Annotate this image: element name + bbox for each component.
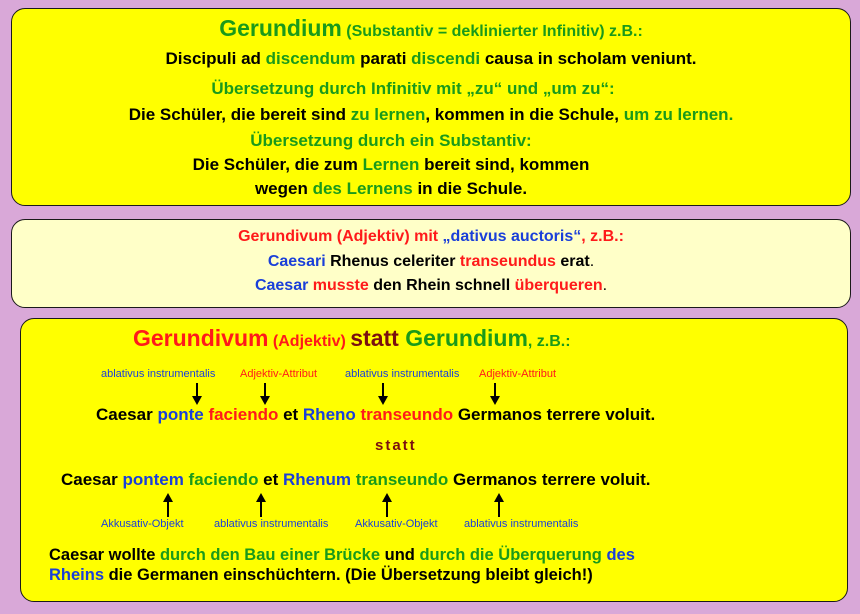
latin-example-gerundium: Discipuli ad discendum parati discendi causa in scholam veniunt. [165, 49, 697, 68]
german-translation-line1: Caesar wollte durch den Bau einer Brücke und durch die Überquerung des [49, 546, 635, 564]
label-akkusativ-objekt-2: Akkusativ-Objekt [355, 518, 438, 530]
german-translation-line2: Rheins die Germanen einschüchtern. (Die Übersetzung bleibt gleich!) [49, 566, 593, 584]
label-ablativus-4: ablativus instrumentalis [464, 518, 579, 530]
label-adjektiv-attribut-1: Adjektiv-Attribut [240, 368, 318, 380]
german-translation-infinitiv: Die Schüler, die bereit sind zu lernen, kommen in die Schule, um zu lernen. [128, 105, 734, 124]
gerundivum-statt-title: Gerundivum (Adjektiv) statt Gerundium, z.B.: [133, 325, 571, 351]
gerundivum-dativus-heading: Gerundivum (Adjektiv) mit „dativus auctoris“, z.B.: [238, 228, 624, 245]
latin-example-dativus: Caesari Rhenus celeriter transeundus erat. [267, 253, 595, 270]
heading-infinitiv-translation: Übersetzung durch Infinitiv mit „zu“ und „um zu“: [211, 79, 615, 98]
german-translation-substantiv-line1: Die Schüler, die zum Lernen bereit sind, kommen [192, 155, 590, 174]
statt-label: statt [375, 437, 417, 454]
german-translation-dativus: Caesar musste den Rhein schnell überqueren. [254, 277, 608, 294]
label-ablativus-1: ablativus instrumentalis [101, 368, 216, 380]
gerundivum-statt-gerundium-box [20, 318, 848, 602]
latin-sentence-gerundivum: Caesar ponte faciendo et Rheno transeundo Germanos terrere voluit. [96, 405, 656, 424]
gerundium-box [11, 8, 851, 206]
label-adjektiv-attribut-2: Adjektiv-Attribut [479, 368, 557, 380]
label-akkusativ-objekt-1: Akkusativ-Objekt [101, 518, 184, 530]
gerundium-title: Gerundium (Substantiv = deklinierter Infinitiv) z.B.: [219, 15, 643, 41]
heading-substantiv-translation: Übersetzung durch ein Substantiv: [250, 131, 532, 150]
label-ablativus-3: ablativus instrumentalis [214, 518, 329, 530]
gerundivum-dativus-box [11, 219, 851, 308]
latin-sentence-gerundium: Caesar pontem faciendo et Rhenum transeundo Germanos terrere voluit. [61, 470, 651, 489]
label-ablativus-2: ablativus instrumentalis [345, 368, 460, 380]
german-translation-substantiv-line2: wegen des Lernens in die Schule. [254, 179, 528, 198]
